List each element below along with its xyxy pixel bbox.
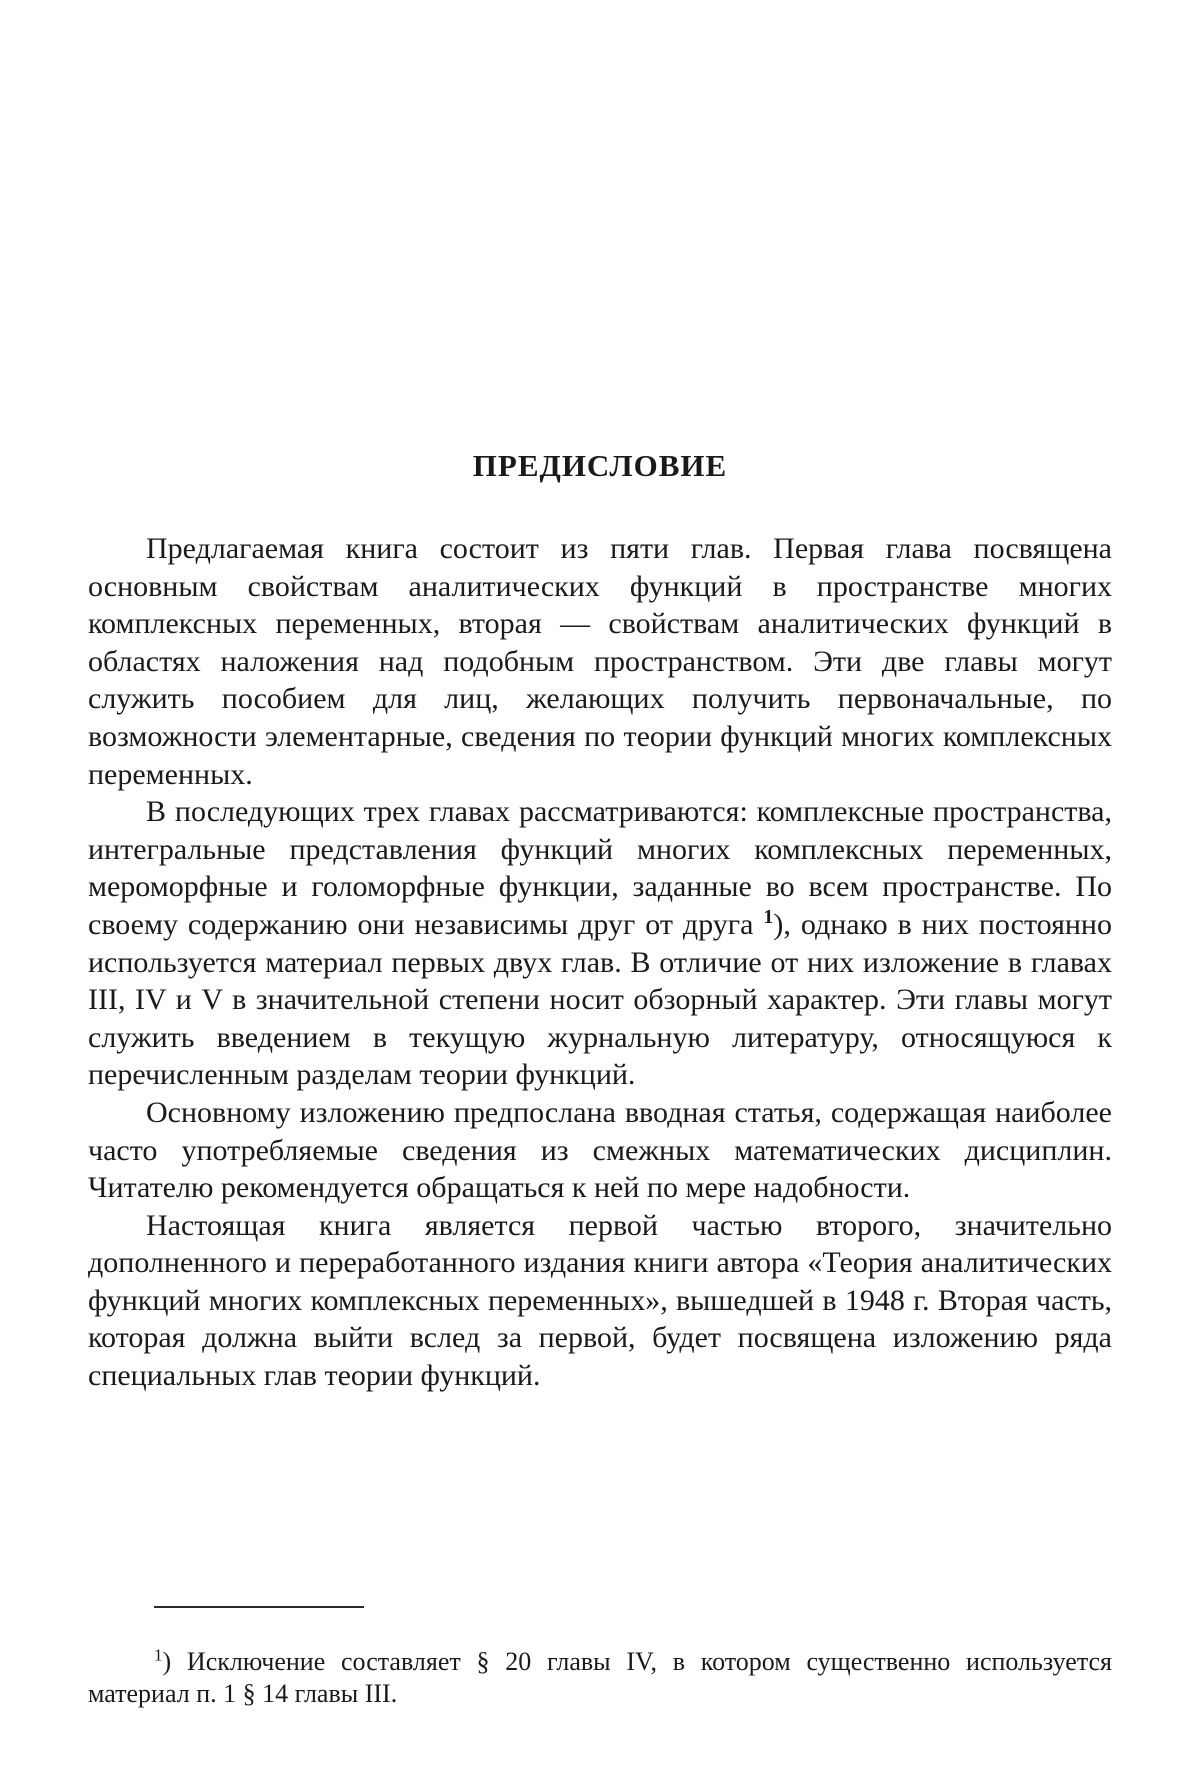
paragraph-2 <box>88 793 1112 1094</box>
footnote-text: ) Исключение составляет § 20 главы IV, в котором существенно используется материал п. 1 § 14 главы III. <box>88 1647 1112 1708</box>
footnote-reference: 1 <box>763 905 774 928</box>
book-page <box>88 0 1112 1780</box>
paragraph-4: Настоящая книга является первой частью второго, значительно дополненного и переработанного издания книги автора «Теория аналитических функций многих комплексных переменных», вышедшей в 1948 г. Вторая часть, которая должна выйти вслед за первой, будет посвящена изложению ряда специальных глав теории функций. <box>88 1208 1112 1393</box>
paragraph-2-text-before: В последующих трех главах рассматриваются: комплексные пространства, интегральные представления функций многих комплексных переменных, мероморфные и голоморфные функции, заданные во всем пространстве. По своему содержанию они независимы друг от друга <box>88 795 1112 941</box>
paragraph-3: Основному изложению предпослана вводная статья, содержащая наиболее часто употребляемые сведения из смежных математических дисциплин. Читателю рекомендуется обращаться к ней по мере надобности. <box>88 1095 1112 1205</box>
paragraph-1: Предлагаемая книга состоит из пяти глав. Первая глава посвящена основным свойствам аналитических функций в пространстве многих комплексных переменных, вторая — свойствам аналитических функций в областях наложения над подобным пространством. Эти две главы могут служить пособием для лиц, желающих получить первоначальные, по возможности элементарные, сведения по теории функций многих комплексных переменных. <box>88 532 1112 791</box>
preface-body <box>88 530 1112 1395</box>
footnote <box>88 1646 1112 1710</box>
footnote-mark: 1 <box>154 1645 163 1665</box>
paragraph-2-text-after: ), однако в них постоянно используется материал первых двух глав. В отличие от них изложение в главах III, IV и V в значительной степени носит обзорный характер. Эти главы могут служить введением в текущую журнальную литературу, относящуюся к перечисленным разделам теории функций. <box>88 907 1112 1092</box>
page-title: ПРЕДИСЛОВИЕ <box>472 448 728 483</box>
footnote-divider <box>154 1606 364 1608</box>
